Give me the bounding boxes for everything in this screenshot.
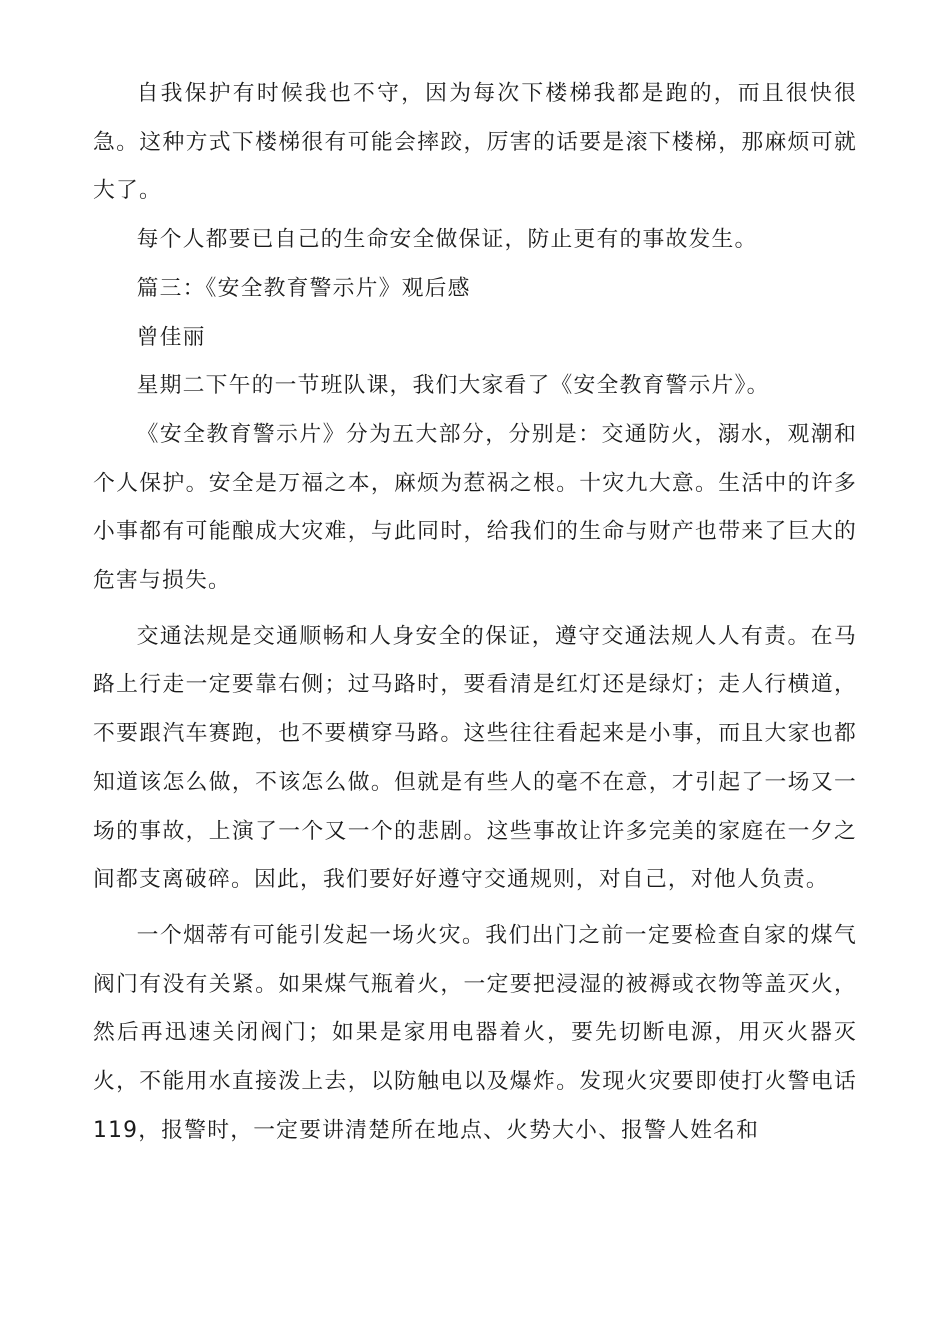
document-body xyxy=(93,70,857,1155)
author-name: 曾佳丽 xyxy=(136,324,206,350)
paragraph-safety-guarantee: 每个人都要已自己的生命安全做保证，防止更有的事故发生。 xyxy=(136,227,758,253)
paragraph-fire: 一个烟蒂有可能引发起一场火灾。我们出门之前一定要检查自家的煤气阀门有没有关紧。如果煤气瓶着火，一定要把浸湿的被褥或衣物等盖灭火，然后再迅速关闭阀门；如果是家用电器着火，要先切断电源，用灭火器灭火，不能用水直接泼上去，以防触电以及爆炸。发现火灾要即使打火警电话 119，报警时，一定要讲清楚所在地点、火势大小、报警人姓名和 xyxy=(93,922,857,1143)
paragraph-traffic: 交通法规是交通顺畅和人身安全的保证，遵守交通法规人人有责。在马路上行走一定要靠右侧；过马路时，要看清是红灯还是绿灯；走人行横道，不要跟汽车赛跑，也不要横穿马路。这些往往看起来是小事，而且大家也都知道该怎么做，不该怎么做。但就是有些人的毫不在意，才引起了一场又一场的事故，上演了一个又一个的悲剧。这些事故让许多完美的家庭在一夕之间都支离破碎。因此，我们要好好遵守交通规则，对自己，对他人负责。 xyxy=(93,623,857,893)
paragraph-intro: 星期二下午的一节班队课，我们大家看了《安全教育警示片》。 xyxy=(136,373,770,399)
section-heading: 篇三：《安全教育警示片》观后感 xyxy=(136,275,471,301)
paragraph-stairs: 自我保护有时候我也不守，因为每次下楼梯我都是跑的，而且很快很急。这种方式下楼梯很有可能会摔跤，厉害的话要是滚下楼梯，那麻烦可就大了。 xyxy=(93,81,857,204)
paragraph-video-parts: 《安全教育警示片》分为五大部分，分别是：交通防火，溺水，观潮和个人保护。安全是万福之本，麻烦为惹祸之根。十灾九大意。生活中的许多小事都有可能酿成大灾难，与此同时，给我们的生命与财产也带来了巨大的危害与损失。 xyxy=(93,421,857,594)
